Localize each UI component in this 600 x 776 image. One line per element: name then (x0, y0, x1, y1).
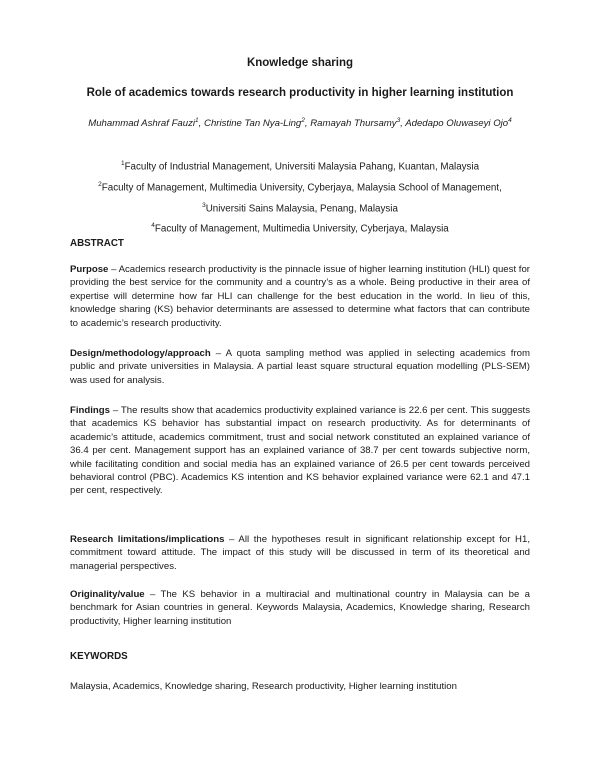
affiliation-text: Universiti Sains Malaysia, Penang, Malaysia (205, 202, 398, 214)
author (88, 118, 204, 129)
findings-label: Findings (70, 405, 110, 416)
design-label: Design/methodology/approach (70, 348, 211, 359)
affiliation-text: Faculty of Industrial Management, Universiti Malaysia Pahang, Kuantan, Malaysia (124, 161, 480, 173)
author (405, 118, 512, 129)
originality-label: Originality/value (70, 589, 145, 600)
author-sup: 1 (195, 117, 199, 124)
purpose-paragraph (70, 263, 530, 330)
limitations-text: – All the hypotheses result in significant relationship except for H1, commitment toward attitude. The impact of this study will be discussed in term of its theoretical and managerial perspectives. (70, 534, 530, 572)
keywords-text: Malaysia, Academics, Knowledge sharing, Research productivity, Higher learning institution (70, 681, 457, 692)
affiliation (70, 155, 530, 176)
author-separator: , (198, 118, 205, 130)
author-separator: , (400, 118, 406, 130)
affiliation-text: Faculty of Management, Multimedia University, Cyberjaya, Malaysia (154, 223, 449, 235)
paper-title: Role of academics towards research productivity in higher learning institution (86, 87, 514, 99)
originality-paragraph (70, 588, 530, 628)
affiliation-sup: 1 (120, 160, 125, 167)
author-name: Adedapo Oluwaseyi Ojo (405, 118, 509, 130)
author-list (70, 113, 530, 132)
affiliation (70, 217, 530, 238)
author-name: Christine Tan Nya-Ling (204, 118, 302, 130)
affiliation-sup: 4 (151, 222, 155, 230)
affiliation-sup: 2 (98, 180, 102, 188)
purpose-text: – Academics research productivity is the pinnacle issue of higher learning institution (HLI) quest for providing the best service for the community and a country’s as a whole. Being productive in their area of expertise will determine how far HLI can challenge for the best education in the world. In lieu of this, knowledge sharing (KS) behavior determinants are assessed to determine what factors that can contribute to academic’s research productivity. (70, 264, 530, 329)
author-sup: 2 (301, 117, 305, 124)
findings-text: – The results show that academics productivity explained variance is 22.6 per cent. This suggests that academics KS behavior has substantial impact on research productivity. As for determinants of academic’s attitude, academics commitment, trust and social network constituted an explained variance of 36.4 per cent. Management support has an explained variance of 38.7 per cent towards subjective norm, while facilitating condition and social media has an explained variance of 26.5 per cent towards perceived behavioral control (PBC). Academics KS intention and KS behavior explained variance were 62.1 and 47.1 per cent, respectively. (70, 405, 530, 497)
affiliation-sup: 3 (202, 201, 206, 209)
keywords-heading: KEYWORDS (70, 651, 128, 662)
author-name: Muhammad Ashraf Fauzi (88, 118, 196, 130)
author-sup: 4 (508, 117, 512, 124)
originality-text: – The KS behavior in a multiracial and multinational country in Malaysia can be a benchmark for Asian countries in general. Keywords Malaysia, Academics, Knowledge sharing, Research productivity, Higher learning institution (70, 589, 530, 627)
affiliation-text: Faculty of Management, Multimedia University, Cyberjaya, Malaysia School of Management, (101, 182, 502, 194)
author (310, 118, 405, 129)
author-name: Ramayah Thursamy (310, 118, 397, 130)
author (204, 118, 310, 129)
section-label: Knowledge sharing (246, 57, 354, 69)
design-text: – A quota sampling method was applied in selecting academics from public and private universities in Malaysia. A partial least square structural equation modelling (PLS-SEM) was used for analysis. (70, 348, 530, 386)
affiliation-list (70, 155, 530, 238)
abstract-heading: ABSTRACT (70, 238, 124, 249)
author-separator: , (304, 118, 311, 130)
author-sup: 3 (396, 117, 401, 124)
purpose-label: Purpose (70, 264, 109, 275)
affiliation (70, 197, 530, 218)
limitations-label: Research limitations/implications (70, 534, 225, 545)
limitations-paragraph (70, 533, 530, 573)
affiliation (70, 176, 530, 197)
findings-paragraph (70, 404, 530, 498)
design-paragraph (70, 347, 530, 387)
